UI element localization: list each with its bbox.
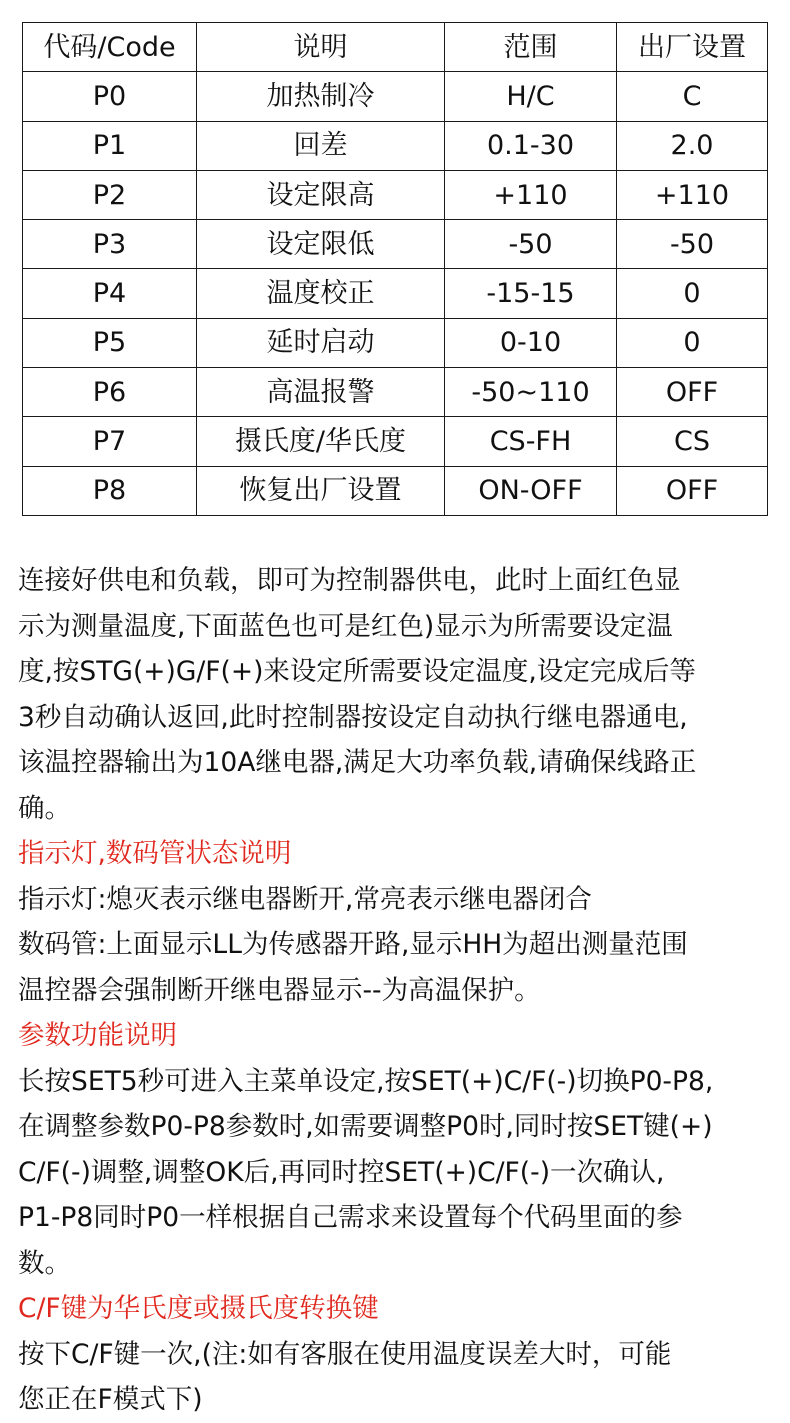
intro-line: 3秒自动确认返回,此时控制器按设定自动执行继电器通电,	[18, 701, 688, 733]
cell-default: +110	[617, 170, 768, 219]
table-row	[23, 417, 768, 466]
parameter-table-body	[23, 23, 768, 516]
table-row	[23, 318, 768, 367]
cell-code: P3	[23, 220, 197, 269]
cell-default: C	[617, 72, 768, 121]
parameter-table	[22, 22, 768, 516]
cf-heading: C/F键为华氏度或摄氏度转换键	[18, 1293, 379, 1324]
indicator-line: 温控器会强制断开继电器显示--为高温保护。	[18, 974, 541, 1006]
header-cell-default: 出厂设置	[617, 23, 768, 72]
table-row	[23, 368, 768, 417]
intro-paragraph	[18, 558, 778, 831]
cell-description: 高温报警	[197, 368, 445, 417]
table-row	[23, 269, 768, 318]
cell-range: 0.1-30	[445, 121, 617, 170]
header-cell-code: 代码/Code	[23, 23, 197, 72]
table-row	[23, 72, 768, 121]
indicator-paragraph	[18, 877, 778, 1014]
cell-description: 设定限低	[197, 220, 445, 269]
cell-range: CS-FH	[445, 417, 617, 466]
intro-line: 示为测量温度,下面蓝色也可是红色)显示为所需要设定温	[18, 610, 673, 642]
params-paragraph	[18, 1059, 778, 1287]
params-line: 数。	[18, 1247, 71, 1279]
cell-code: P6	[23, 368, 197, 417]
table-row	[23, 220, 768, 269]
params-line: 在调整参数P0-P8参数时,如需要调整P0时,同时按SET键(+)	[18, 1111, 713, 1142]
table-row	[23, 170, 768, 219]
cell-description: 恢复出厂设置	[197, 466, 445, 515]
table-row	[23, 466, 768, 515]
cell-range: H/C	[445, 72, 617, 121]
cell-description: 摄氏度/华氏度	[197, 417, 445, 466]
cf-paragraph	[18, 1332, 778, 1423]
indicator-line: 指示灯:熄灭表示继电器断开,常亮表示继电器闭合	[18, 883, 592, 915]
cf-line: 按下C/F键一次,(注:如有客服在使用温度误差大时，可能	[18, 1338, 672, 1370]
cell-default: -50	[617, 220, 768, 269]
cell-description: 设定限高	[197, 170, 445, 219]
cell-range: ON-OFF	[445, 466, 617, 515]
cell-default: CS	[617, 417, 768, 466]
cell-description: 回差	[197, 121, 445, 170]
intro-line: 连接好供电和负载，即可为控制器供电，此时上面红色显	[18, 565, 681, 596]
cell-default: OFF	[617, 368, 768, 417]
header-cell-range: 范围	[445, 23, 617, 72]
cell-description: 延时启动	[197, 318, 445, 367]
params-line: P1-P8同时P0一样根据自己需求来设置每个代码里面的参	[18, 1202, 683, 1233]
cf-line: 您正在F模式下)	[18, 1384, 203, 1415]
indicator-line: 数码管:上面显示LL为传感器开路,显示HH为超出测量范围	[18, 929, 688, 960]
cell-code: P1	[23, 121, 197, 170]
cell-description: 温度校正	[197, 269, 445, 318]
params-line: 长按SET5秒可进入主菜单设定,按SET(+)C/F(-)切换P0-P8,	[18, 1065, 714, 1097]
cell-default: 0	[617, 318, 768, 367]
cell-range: 0-10	[445, 318, 617, 367]
cell-code: P8	[23, 466, 197, 515]
header-cell-description: 说明	[197, 23, 445, 72]
indicator-heading: 指示灯,数码管状态说明	[18, 838, 292, 869]
table-header-row	[23, 23, 768, 72]
cell-default: 2.0	[617, 121, 768, 170]
cell-range: +110	[445, 170, 617, 219]
cell-default: OFF	[617, 466, 768, 515]
cell-code: P7	[23, 417, 197, 466]
cell-code: P5	[23, 318, 197, 367]
description-section	[18, 558, 778, 1423]
cell-range: -15-15	[445, 269, 617, 318]
table-row	[23, 121, 768, 170]
params-heading: 参数功能说明	[18, 1020, 177, 1051]
cell-default: 0	[617, 269, 768, 318]
cell-code: P4	[23, 269, 197, 318]
intro-line: 该温控器输出为10A继电器,满足大功率负载,请确保线路正	[18, 747, 697, 778]
cell-code: P0	[23, 72, 197, 121]
cell-code: P2	[23, 170, 197, 219]
cell-range: -50~110	[445, 368, 617, 417]
cell-range: -50	[445, 220, 617, 269]
cell-description: 加热制冷	[197, 72, 445, 121]
intro-line: 度,按STG(+)G/F(+)来设定所需要设定温度,设定完成后等	[18, 656, 696, 687]
intro-line: 确。	[18, 792, 71, 824]
params-line: C/F(-)调整,调整OK后,再同时控SET(+)C/F(-)一次确认,	[18, 1156, 665, 1188]
